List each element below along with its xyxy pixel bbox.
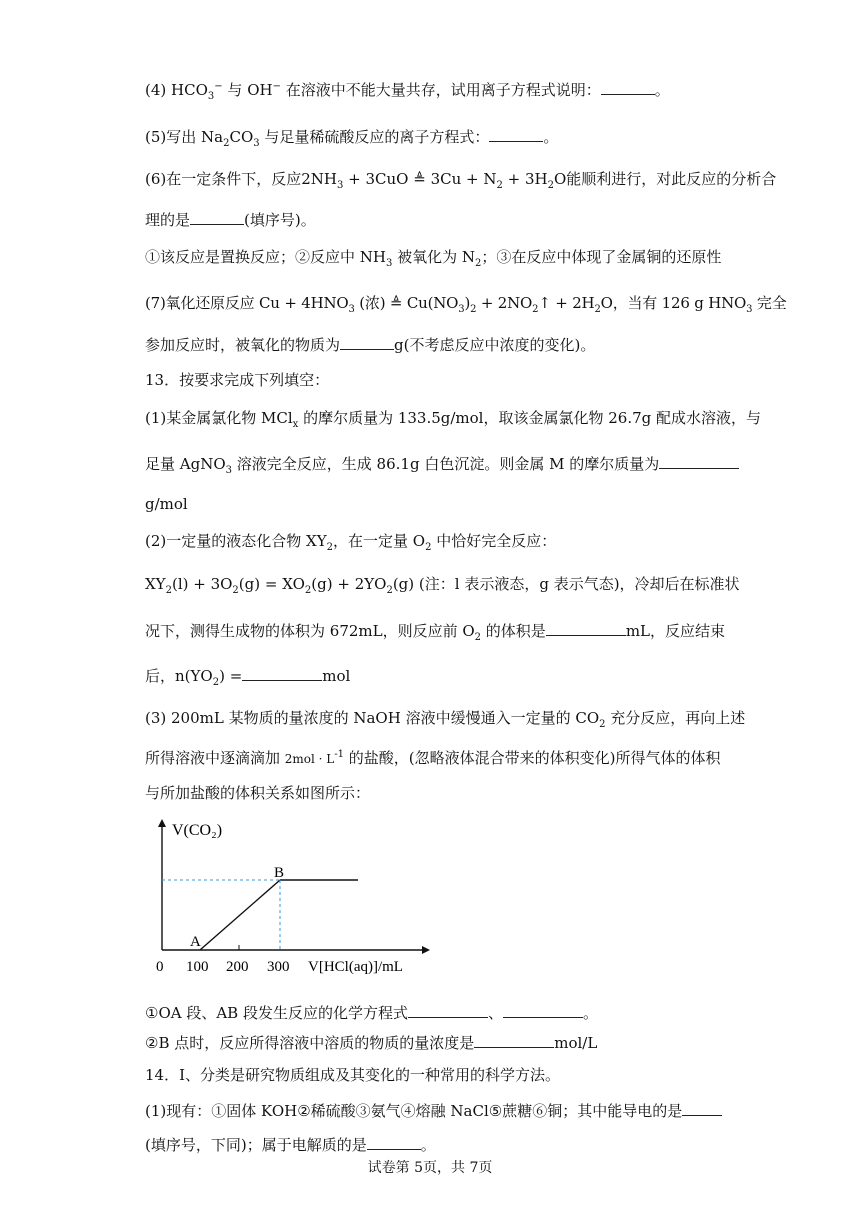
- q13-p2-line3: 况下，测得生成物的体积为 672mL，则反应前 $O_2$ 的体积是 mL，反应结束: [145, 619, 725, 641]
- q13-p3-q2: ②B 点时，反应所得溶液中溶质的物质的量浓度是 mol/L: [145, 1031, 597, 1053]
- line-ab: [200, 880, 280, 950]
- answer-blank[interactable]: [659, 452, 739, 469]
- answer-blank[interactable]: [546, 619, 626, 636]
- page-footer: 试卷第 5页，共 7页: [367, 1160, 493, 1176]
- q13-p1-line3: g/mol: [145, 495, 188, 513]
- q12-p5: (5)写出 $Na_2CO_3$ 与足量稀硫酸反应的离子方程式： 。: [145, 125, 558, 147]
- q12-p7-line1: (7)氧化还原反应 $Cu + 4HNO_3$ (浓) ≜ $Cu(NO_3)_2$ + $2NO_2↑ + 2H_2O$，当有 126 g $HNO_3$ 完全: [145, 294, 787, 315]
- q14-p1-line1: (1)现有：①固体 KOH②稀硫酸③氨气④熔融 NaCl⑤蔗糖⑥铜；其中能导电的是: [145, 1099, 722, 1121]
- reaction-equation: $2NH_3 + 3CuO$ ≜ $3Cu + N_2 + 3H_2O$: [301, 170, 567, 191]
- q13-p2-line1: (2)一定量的液态化合物 $XY_2$，在一定量 $O_2$ 中恰好完全反应：: [145, 532, 557, 553]
- q12-p6-options: ①该反应是置换反应；②反应中 $NH_3$ 被氧化为 $N_2$；③在反应中体现了金属铜的还原性: [145, 248, 722, 269]
- answer-blank[interactable]: [474, 1031, 554, 1048]
- q14-title: 14．I、分类是研究物质组成及其变化的一种常用的科学方法。: [145, 1066, 561, 1084]
- tick-label-100: 100: [186, 959, 209, 975]
- tick-label-200: 200: [226, 959, 249, 975]
- answer-blank[interactable]: [503, 1001, 583, 1018]
- x-axis-arrow: [422, 946, 430, 954]
- q12-p6-line2: 理的是 (填序号)。: [145, 208, 316, 230]
- answer-blank[interactable]: [242, 664, 322, 681]
- point-b-label: B: [274, 865, 285, 881]
- answer-blank[interactable]: [682, 1099, 722, 1116]
- answer-blank[interactable]: [408, 1001, 488, 1018]
- q13-p3-line3: 与所加盐酸的体积关系如图所示：: [145, 784, 371, 802]
- q12-p6-line1: (6)在一定条件下，反应$2NH_3 + 3CuO$ ≜ $3Cu + N_2 + 3H_2O$能顺利进行，对此反应的分析合: [145, 170, 777, 191]
- answer-blank[interactable]: [489, 125, 543, 142]
- answer-blank[interactable]: [601, 78, 655, 95]
- q13-p3-line1: (3) 200mL 某物质的量浓度的 NaOH 溶液中缓慢通入一定量的 $CO_2$ 充分反应，再向上述: [145, 709, 746, 730]
- q13-p3-q1: ①OA 段、AB 段发生反应的化学方程式 、 。: [145, 1001, 598, 1023]
- x-axis-label: V[HCl(aq)]/mL: [308, 959, 403, 975]
- q13-p1-line2: 足量 AgNO$_3$ 溶液完全反应，生成 86.1g 白色沉淀。则金属 M 的摩尔质量为: [145, 452, 739, 474]
- tick-label-300: 300: [267, 959, 290, 975]
- q14-p1-line2: (填序号，下同)；属于电解质的是 。: [145, 1133, 436, 1155]
- answer-blank[interactable]: [340, 333, 394, 350]
- q13-p1-line1: (1)某金属氯化物 MCl$_x$ 的摩尔质量为 133.5g/mol，取该金属氯化物 26.7g 配成水溶液，与: [145, 409, 762, 430]
- answer-blank[interactable]: [190, 208, 244, 225]
- origin-label: 0: [156, 959, 164, 975]
- q13-p3-line2: 所得溶液中逐滴滴加 $2mol \cdot L^{-1}$ 的盐酸，(忽略液体混合带来的体积变化)所得气体的体积: [145, 749, 721, 767]
- q13-p2-line4: 后，$n(YO_2)$ = mol: [145, 664, 350, 686]
- q12-p7-line2: 参加反应时，被氧化的物质为 g(不考虑反应中浓度的变化)。: [145, 333, 595, 355]
- co2-volume-graph: [150, 815, 430, 980]
- q13-p2-line2: $XY_2(l) + 3O_2(g) = XO_2(g) + 2YO_2(g)$ (注：l 表示液态，g 表示气态)，冷却后在标准状: [145, 575, 740, 596]
- q12-p4: (4) $HCO_3^-$ 与 OH− 在溶液中不能大量共存，试用离子方程式说明： 。: [145, 78, 670, 100]
- q13-title: 13．按要求完成下列填空：: [145, 371, 330, 389]
- y-axis-label: V(CO₂): [172, 822, 223, 839]
- point-a-label: A: [190, 934, 201, 950]
- y-axis-arrow: [158, 819, 166, 827]
- answer-blank[interactable]: [367, 1133, 421, 1150]
